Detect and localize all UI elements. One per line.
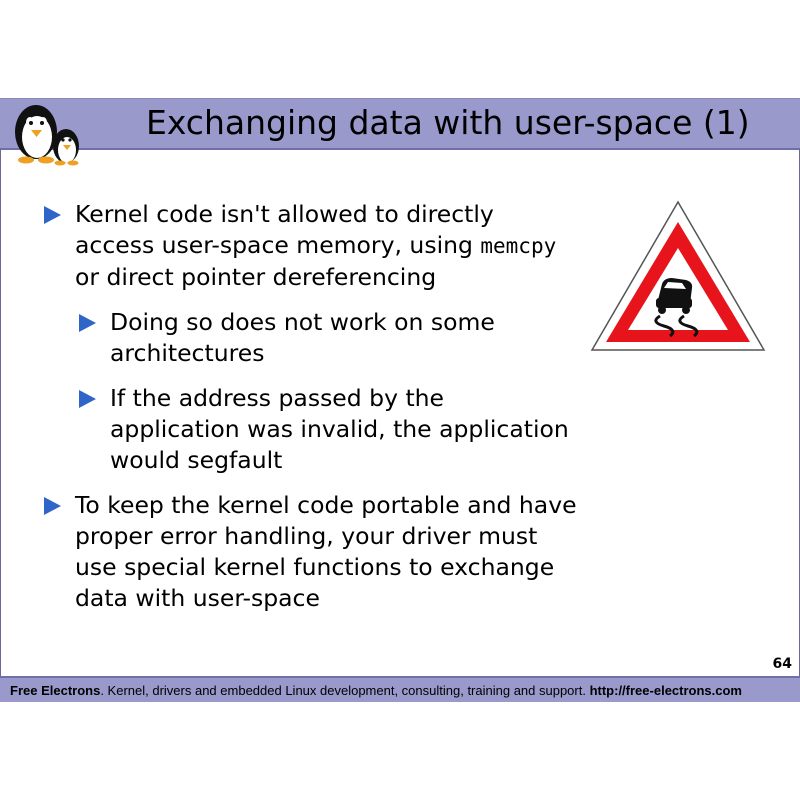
bullet-text-after: or direct pointer dereferencing bbox=[75, 263, 437, 291]
slide bbox=[0, 98, 800, 702]
sub-bullet-text: If the address passed by the application was invalid, the application would segfault bbox=[110, 384, 569, 474]
footer-bar bbox=[0, 676, 800, 702]
bullet-item bbox=[40, 199, 580, 293]
sub-bullet-text: Doing so does not work on some architectures bbox=[110, 308, 495, 367]
blue-arrow-bullet-icon bbox=[44, 497, 61, 515]
footer-url-link[interactable]: http://free-electrons.com bbox=[589, 683, 742, 698]
blue-arrow-bullet-icon bbox=[79, 390, 96, 408]
blue-arrow-bullet-icon bbox=[44, 206, 61, 224]
footer-company: Free Electrons bbox=[10, 683, 101, 698]
slippery-road-warning-sign-icon bbox=[590, 200, 766, 352]
sub-bullet-item bbox=[75, 383, 580, 476]
sub-bullet-item bbox=[75, 307, 580, 369]
bullet-item bbox=[40, 490, 580, 614]
code-memcpy: memcpy bbox=[480, 234, 557, 258]
blue-arrow-bullet-icon bbox=[79, 314, 96, 332]
bullet-text: Kernel code isn't allowed to directly access user-space memory, using bbox=[75, 200, 494, 259]
page-number: 64 bbox=[772, 656, 792, 672]
title-bar bbox=[0, 98, 800, 150]
bullet-text: To keep the kernel code portable and have proper error handling, your driver must use special kernel functions to exchange data with user-space bbox=[75, 491, 577, 612]
slide-title: Exchanging data with user-space (1) bbox=[146, 103, 750, 142]
bullet-list bbox=[40, 199, 580, 628]
footer-description: . Kernel, drivers and embedded Linux development, consulting, training and support. bbox=[100, 683, 590, 698]
